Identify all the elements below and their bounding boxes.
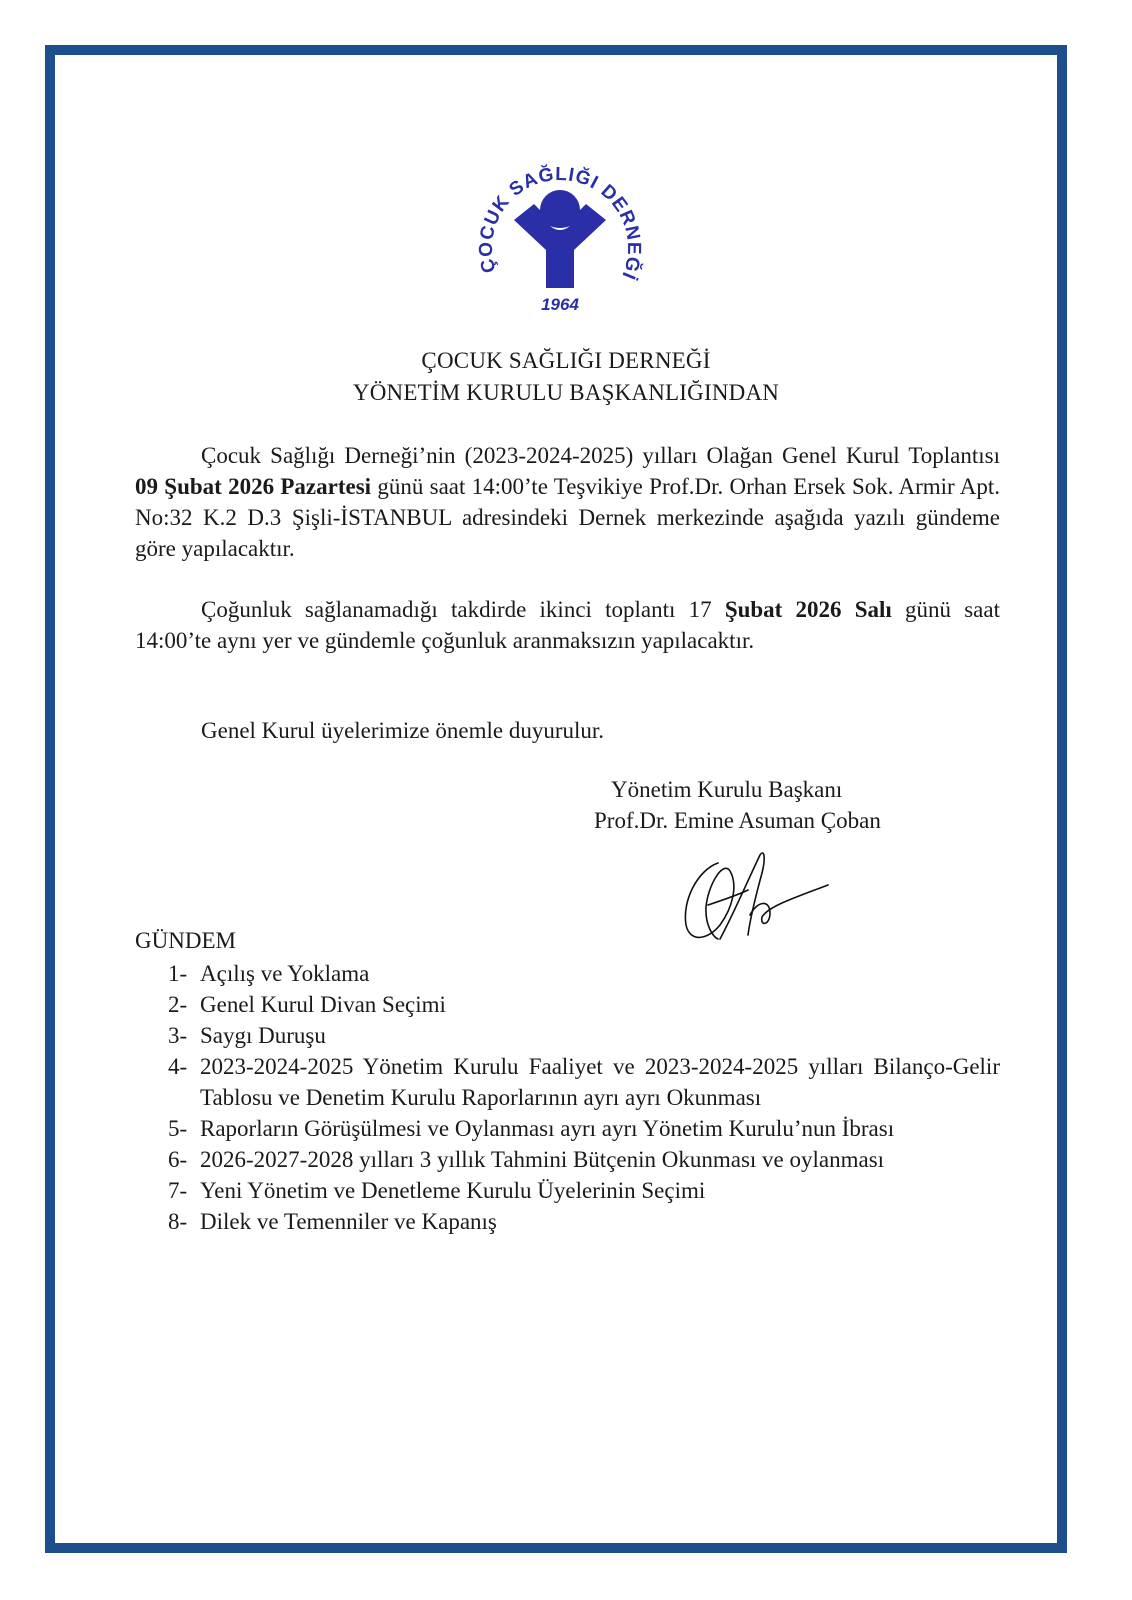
- association-logo: [470, 148, 650, 318]
- paragraph-meeting-details: [135, 440, 1000, 564]
- agenda-item: [168, 1206, 1000, 1237]
- agenda-item: [168, 1144, 1000, 1175]
- agenda-item-number: 8-: [168, 1209, 188, 1234]
- paragraph2-text-a: Çoğunluk sağlanamadığı takdirde ikinci toplantı 17: [201, 597, 725, 622]
- agenda-item-text: Genel Kurul Divan Seçimi: [200, 992, 446, 1017]
- agenda-item-text: Saygı Duruşu: [200, 1023, 326, 1048]
- agenda-item-text: Dilek ve Temenniler ve Kapanış: [200, 1209, 497, 1234]
- announcement-text: Genel Kurul üyelerimize önemle duyurulur.: [201, 718, 605, 743]
- paragraph-second-meeting: [135, 594, 1000, 656]
- agenda-item-text: Açılış ve Yoklama: [200, 961, 370, 986]
- agenda-item-number: 3-: [168, 1023, 188, 1048]
- agenda-item-number: 6-: [168, 1147, 188, 1172]
- agenda-item: [168, 989, 1000, 1020]
- agenda-item-number: 4-: [168, 1054, 188, 1079]
- agenda-item: [168, 958, 1000, 989]
- logo-year: 1964: [541, 295, 579, 314]
- meeting-date: 09 Şubat 2026 Pazartesi: [135, 474, 372, 499]
- agenda-item: [168, 1175, 1000, 1206]
- header-line-2: YÖNETİM KURULU BAŞKANLIĞINDAN: [352, 380, 780, 405]
- signatory-name: Prof.Dr. Emine Asuman Çoban: [594, 808, 881, 833]
- logo-arc-text: ÇOCUK SAĞLIĞI DERNEĞİ: [475, 163, 645, 283]
- header-line-1: ÇOCUK SAĞLIĞI DERNEĞİ: [421, 348, 711, 373]
- agenda-item-number: 7-: [168, 1178, 188, 1203]
- agenda-item: [168, 1113, 1000, 1144]
- child-figure-logo-icon: [514, 190, 606, 288]
- agenda-title: GÜNDEM: [135, 928, 236, 953]
- paragraph1-text-a: Çocuk Sağlığı Derneği’nin (2023-2024-2025) yılları Olağan Genel Kurul Toplantısı: [201, 443, 1000, 468]
- agenda-item-text: 2023-2024-2025 Yönetim Kurulu Faaliyet ve 2023-2024-2025 yılları Bilanço-Gelir Tablosu ve Denetim Kurulu Raporlarının ayrı ayrı Okunması: [200, 1054, 1000, 1110]
- agenda-item-number: 1-: [168, 961, 188, 986]
- agenda-item-number: 2-: [168, 992, 188, 1017]
- agenda-item-text: Yeni Yönetim ve Denetleme Kurulu Üyelerinin Seçimi: [200, 1178, 706, 1203]
- second-meeting-date: Şubat 2026 Salı: [724, 597, 892, 622]
- paragraph-announcement: [135, 715, 1000, 746]
- paragraph1-text-b: günü saat 14:00’te Teşvikiye Prof.Dr. Orhan Ersek Sok. Armir Apt. No:32 K.2 D.3 Şişli-İSTANBUL adresindeki Dernek merkezinde aşağıda yazılı gündeme göre yapılacaktır.: [135, 474, 1000, 561]
- paragraph2-text-b: günü saat 14:00’te aynı yer ve gündemle çoğunluk aranmaksızın yapılacaktır.: [135, 597, 1000, 653]
- agenda-item: [168, 1051, 1000, 1113]
- signatory-title: Yönetim Kurulu Başkanı: [611, 777, 843, 802]
- handwritten-signature-icon: [678, 845, 848, 950]
- agenda-item-text: Raporların Görüşülmesi ve Oylanması ayrı ayrı Yönetim Kurulu’nun İbrası: [200, 1116, 895, 1141]
- agenda-item-text: 2026-2027-2028 yılları 3 yıllık Tahmini Bütçenin Okunması ve oylanması: [200, 1147, 885, 1172]
- agenda-item-number: 5-: [168, 1116, 188, 1141]
- agenda-item: [168, 1020, 1000, 1051]
- agenda-list: [168, 958, 1000, 1237]
